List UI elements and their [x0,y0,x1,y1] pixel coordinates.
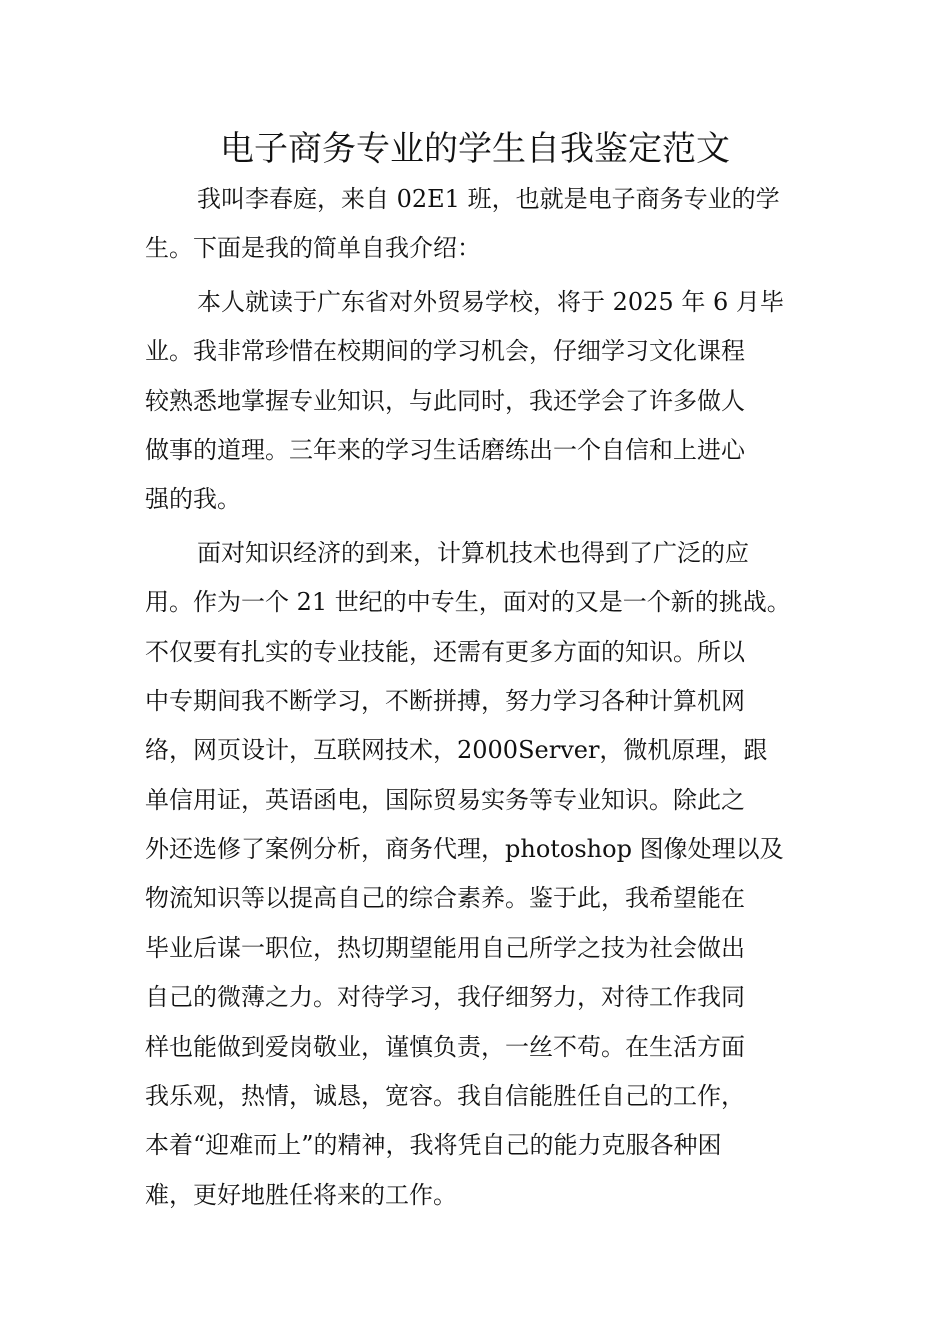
paragraph-line: 我叫李春庭，来自 02E1 班，也就是电子商务专业的学 [197,185,780,213]
paragraph-1 [145,175,825,274]
paragraph-line: 本着“迎难而上”的精神，我将凭自己的能力克服各种困 [145,1131,722,1160]
paragraph-line: 做事的道理。三年来的学习生话磨练出一个自信和上进心 [145,435,745,464]
paragraph-line: 面对知识经济的到来，计算机技术也得到了广泛的应 [197,538,749,567]
paragraph-3 [145,529,825,1220]
paragraph-line: 毕业后谋一职位，热切期望能用自己所学之技为社会做出 [145,933,745,962]
paragraph-line: 生。下面是我的简单自我介绍： [145,234,481,263]
paragraph-line: 外还选修了案例分析，商务代理，photoshop 图像处理以及 [145,835,784,864]
paragraph-line: 用。作为一个 21 世纪的中专生，面对的又是一个新的挑战。 [145,588,791,617]
document-body [145,175,825,1220]
paragraph-line: 物流知识等以提高自己的综合素养。鉴于此，我希望能在 [145,884,745,913]
paragraph-line: 我乐观，热情，诚恳，宽容。我自信能胜任自己的工作， [145,1082,745,1111]
paragraph-line: 不仅要有扎实的专业技能，还需有更多方面的知识。所以 [145,637,745,666]
paragraph-line: 络，网页设计，互联网技术，2000Server，微机原理，跟 [145,736,768,765]
paragraph-line: 自己的微薄之力。对待学习，我仔细努力，对待工作我同 [145,983,745,1012]
paragraph-line: 业。我非常珍惜在校期间的学习机会，仔细学习文化课程 [145,337,745,366]
paragraph-line: 样也能做到爱岗敬业，谨慎负责，一丝不苟。在生活方面 [145,1032,745,1061]
paragraph-line: 本人就读于广东省对外贸易学校，将于 2025 年 6 月毕 [197,287,784,316]
paragraph-line: 强的我。 [145,485,241,514]
paragraph-line: 单信用证，英语函电，国际贸易实务等专业知识。除此之 [145,785,745,814]
paragraph-line: 中专期间我不断学习，不断拼搏，努力学习各种计算机网 [145,686,745,715]
paragraph-line: 较熟悉地掌握专业知识，与此同时，我还学会了许多做人 [145,386,745,415]
document-title: 电子商务专业的学生自我鉴定范文 [220,129,730,169]
paragraph-line: 难，更好地胜任将来的工作。 [145,1180,457,1209]
paragraph-2 [145,278,825,525]
